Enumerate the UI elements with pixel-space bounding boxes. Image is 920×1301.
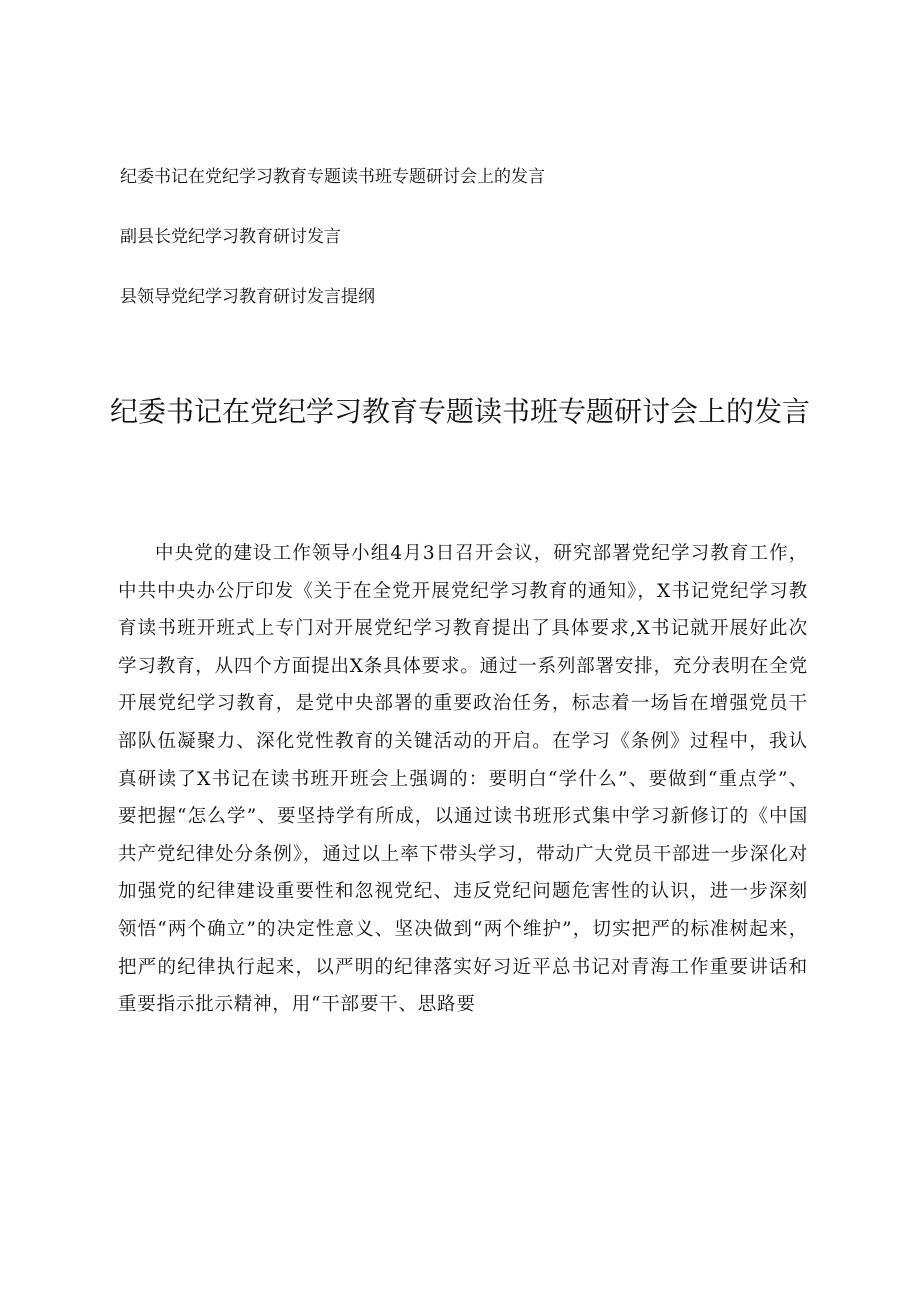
toc-item-3: 县领导党纪学习教育研讨发言提纲	[120, 287, 375, 307]
toc-item-1: 纪委书记在党纪学习教育专题读书班专题研讨会上的发言	[120, 167, 545, 187]
article-paragraph: 中央党的建设工作领导小组4月3日召开会议，研究部署党纪学习教育工作，中共中央办公厅印发《关于在全党开展党纪学习教育的通知》，X书记党纪学习教育读书班开班式上专门对开展党纪学习教育提出了具体要求,X书记就开展好此次学习教育，从四个方面提出X条具体要求。通过一系列部署安排，充分表明在全党开展党纪学习教育，是党中央部署的重要政治任务，标志着一场旨在增强党员干部队伍凝聚力、深化党性教育的关键活动的开启。在学习《条例》过程中，我认真研读了X书记在读书班开班会上强调的：要明白“学什么”、要做到“重点学”、要把握“怎么学”、要坚持学有所成，以通过读书班形式集中学习新修订的《中国共产党纪律处分条例》，通过以上率下带头学习，带动广大党员干部进一步深化对加强党的纪律建设重要性和忽视党纪、违反党纪问题危害性的认识，进一步深刻领悟“两个确立”的决定性意义、坚决做到“两个维护”，切实把严的标准树起来，把严的纪律执行起来，以严明的纪律落实好习近平总书记对青海工作重要讲话和重要指示批示精神，用“干部要干、思路要	[118, 543, 808, 1016]
toc-item-2: 副县长党纪学习教育研讨发言	[120, 227, 341, 247]
table-of-contents	[120, 166, 820, 346]
article-title: 纪委书记在党纪学习教育专题读书班专题研讨会上的发言	[109, 395, 810, 428]
